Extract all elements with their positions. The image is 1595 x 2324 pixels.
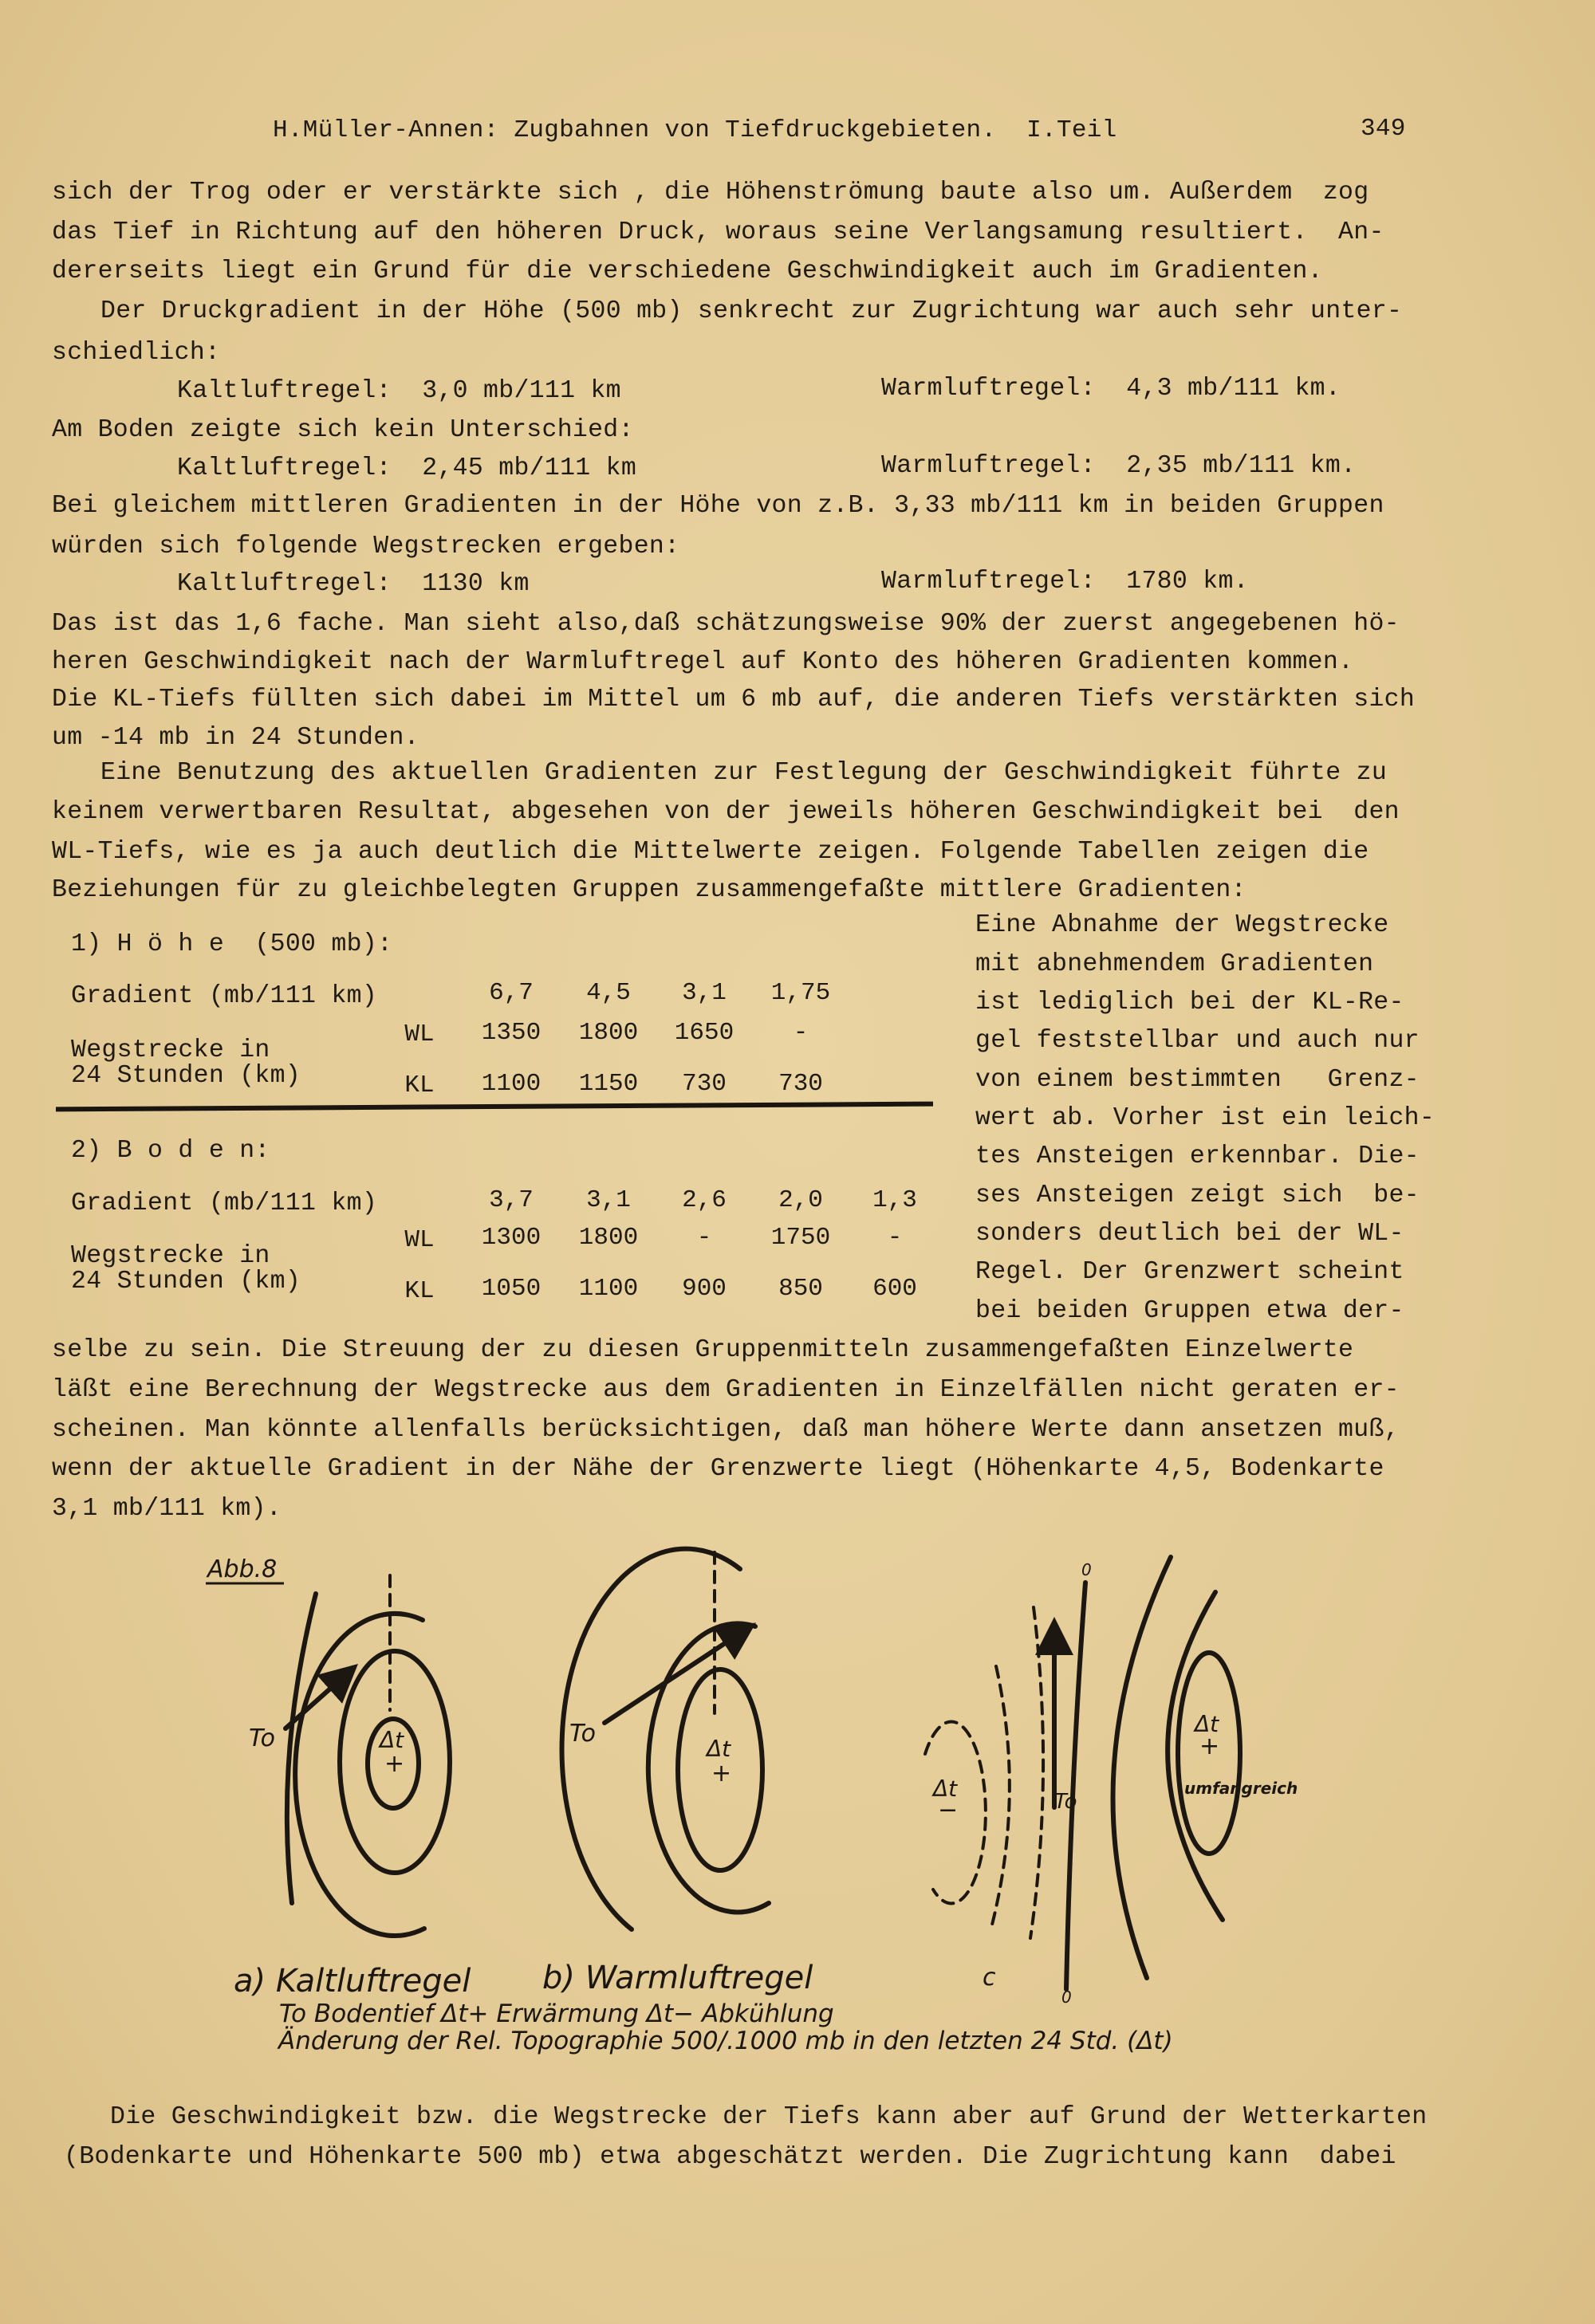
side-text-line: bei beiden Gruppen etwa der- xyxy=(975,1297,1404,1325)
svg-text:umfangreich: umfangreich xyxy=(1184,1779,1298,1798)
wl-value: 1800 xyxy=(578,1224,639,1252)
figure-label: Abb.8 xyxy=(207,1555,278,1583)
text-line: dererseits liegt ein Grund für die verschiedene Geschwindigkeit auch im Gradienten. xyxy=(52,258,1323,285)
side-text-line: tes Ansteigen erkennbar. Die- xyxy=(975,1142,1420,1170)
kl-value: 900 xyxy=(682,1275,727,1303)
gradient-value: 2,0 xyxy=(778,1186,823,1214)
warmluft-value: Warmluftregel: 4,3 mb/111 km. xyxy=(881,375,1341,403)
side-text-line: von einem bestimmten Grenz- xyxy=(975,1066,1420,1094)
text-line: Am Boden zeigte sich kein Unterschied: xyxy=(52,416,634,444)
side-text-line: gel feststellbar und auch nur xyxy=(975,1027,1420,1055)
gradient-value: 6,7 xyxy=(489,979,534,1007)
wl-value: 1800 xyxy=(578,1019,639,1047)
text-line: 3,1 mb/111 km). xyxy=(52,1495,282,1523)
kl-label: KL xyxy=(404,1277,435,1305)
text-line: Eine Benutzung des aktuellen Gradienten zur Festlegung der Geschwindigkeit führte zu xyxy=(100,759,1388,787)
svg-text:To: To xyxy=(569,1720,596,1748)
svg-text:Δt: Δt xyxy=(707,1736,731,1762)
text-line: scheinen. Man könnte allenfalls berücksichtigen, daß man höhere Werte dann ansetzen muß, xyxy=(52,1416,1400,1444)
side-text-line: ist lediglich bei der KL-Re- xyxy=(975,989,1404,1017)
kl-value: 600 xyxy=(872,1275,917,1303)
text-line: wenn der aktuelle Gradient in der Nähe der Grenzwerte liegt (Höhenkarte 4,5, Bodenkarte xyxy=(52,1455,1384,1483)
kaltluft-value: Kaltluftregel: 3,0 mb/111 km xyxy=(177,377,621,405)
diagram-c xyxy=(925,1557,1298,2007)
text-line: Bei gleichem mittleren Gradienten in der Höhe von z.B. 3,33 mb/111 km in beiden Gruppen xyxy=(52,492,1384,520)
side-text-line: Regel. Der Grenzwert scheint xyxy=(975,1258,1404,1286)
warmluft-value: Warmluftregel: 1780 km. xyxy=(881,568,1249,596)
text-line: keinem verwertbaren Resultat, abgesehen von der jeweils höheren Geschwindigkeit bei den xyxy=(52,798,1400,826)
svg-text:−: − xyxy=(938,1796,959,1824)
text-line: selbe zu sein. Die Streuung der zu diesen Gruppenmitteln zusammengefaßten Einzelwerte xyxy=(52,1336,1354,1364)
svg-text:Δt: Δt xyxy=(1195,1711,1219,1737)
kl-value: 1150 xyxy=(578,1070,639,1098)
legend-line: To Bodentief Δt+ Erwärmung Δt− Abkühlung xyxy=(279,2000,834,2028)
gradient-value: 1,3 xyxy=(872,1186,917,1214)
svg-text:0: 0 xyxy=(1081,1560,1092,1579)
text-line: läßt eine Berechnung der Wegstrecke aus dem Gradienten in Einzelfällen nicht geraten er- xyxy=(52,1376,1400,1404)
text-line: um -14 mb in 24 Stunden. xyxy=(52,724,419,752)
svg-text:Δt: Δt xyxy=(380,1727,404,1753)
svg-text:+: + xyxy=(384,1750,405,1778)
distance-label: 24 Stunden (km) xyxy=(71,1268,301,1296)
diagram-a xyxy=(249,1575,450,1936)
side-text-line: wert ab. Vorher ist ein leich- xyxy=(975,1104,1436,1132)
gradient-value: 1,75 xyxy=(770,979,831,1007)
text-line: Die Geschwindigkeit bzw. die Wegstrecke der Tiefs kann aber auf Grund der Wetterkarten xyxy=(110,2103,1428,2131)
gradient-value: 3,1 xyxy=(586,1186,631,1214)
wl-value: 1350 xyxy=(481,1019,542,1047)
gradient-label: Gradient (mb/111 km) xyxy=(71,1190,378,1217)
svg-text:0: 0 xyxy=(1061,1988,1072,2007)
distance-label: 24 Stunden (km) xyxy=(71,1062,301,1090)
text-line: (Bodenkarte und Höhenkarte 500 mb) etwa abgeschätzt werden. Die Zugrichtung kann dabei xyxy=(64,2143,1396,2171)
diagram-b xyxy=(562,1549,769,1929)
kl-value: 730 xyxy=(682,1070,727,1098)
text-line: Der Druckgradient in der Höhe (500 mb) senkrecht zur Zugrichtung war auch sehr unter- xyxy=(100,297,1403,325)
svg-text:+: + xyxy=(711,1760,732,1787)
text-line: schiedlich: xyxy=(52,339,221,367)
text-line: sich der Trog oder er verstärkte sich , die Höhenströmung baute also um. Außerdem zog xyxy=(52,179,1369,206)
page-number: 349 xyxy=(1361,115,1406,143)
gradient-label: Gradient (mb/111 km) xyxy=(71,982,378,1010)
legend-line: Änderung der Rel. Topographie 500/.1000 mb in den letzten 24 Std. (Δt) xyxy=(278,2027,1173,2055)
running-header: H.Müller-Annen: Zugbahnen von Tiefdruckgebieten. I.Teil xyxy=(273,116,1117,144)
kl-value: 730 xyxy=(778,1070,823,1098)
table-title: 2) B o d e n: xyxy=(71,1137,270,1165)
kaltluft-value: Kaltluftregel: 1130 km xyxy=(177,570,530,598)
side-text-line: mit abnehmendem Gradienten xyxy=(975,950,1374,978)
wl-value: 1750 xyxy=(770,1224,831,1252)
kaltluft-value: Kaltluftregel: 2,45 mb/111 km xyxy=(177,454,637,482)
wl-label: WL xyxy=(404,1226,435,1254)
wl-value: 1650 xyxy=(674,1019,734,1047)
wl-value: - xyxy=(696,1224,712,1252)
wl-value: - xyxy=(887,1224,903,1252)
svg-text:+: + xyxy=(1199,1732,1220,1760)
svg-text:Δt: Δt xyxy=(933,1775,958,1802)
caption-c: c xyxy=(983,1964,996,1992)
kl-value: 850 xyxy=(778,1275,823,1303)
text-line: das Tief in Richtung auf den höheren Druck, woraus seine Verlangsamung resultiert. An- xyxy=(52,218,1384,246)
distance-label: Wegstrecke in xyxy=(71,1242,270,1270)
gradient-value: 4,5 xyxy=(586,979,631,1007)
distance-label: Wegstrecke in xyxy=(71,1036,270,1064)
gradient-value: 2,6 xyxy=(682,1186,727,1214)
text-line: heren Geschwindigkeit nach der Warmluftregel auf Konto des höheren Gradienten kommen. xyxy=(52,648,1354,676)
wl-label: WL xyxy=(404,1020,435,1048)
table-title: 1) H ö h e (500 mb): xyxy=(71,930,393,958)
text-line: Beziehungen für zu gleichbelegten Gruppen zusammengefaßte mittlere Gradienten: xyxy=(52,876,1246,904)
kl-value: 1050 xyxy=(481,1275,542,1303)
kl-value: 1100 xyxy=(578,1275,639,1303)
kl-label: KL xyxy=(404,1072,435,1099)
kl-value: 1100 xyxy=(481,1070,542,1098)
svg-text:To: To xyxy=(1054,1790,1077,1814)
side-text-line: ses Ansteigen zeigt sich be- xyxy=(975,1182,1420,1209)
caption-a: a) Kaltluftregel xyxy=(234,1963,471,2000)
text-line: WL-Tiefs, wie es ja auch deutlich die Mittelwerte zeigen. Folgende Tabellen zeigen die xyxy=(52,838,1369,866)
side-text-line: Eine Abnahme der Wegstrecke xyxy=(975,911,1389,939)
warmluft-value: Warmluftregel: 2,35 mb/111 km. xyxy=(881,452,1357,480)
side-text-line: sonders deutlich bei der WL- xyxy=(975,1220,1404,1248)
text-line: Die KL-Tiefs füllten sich dabei im Mittel um 6 mb auf, die anderen Tiefs verstärkten sich xyxy=(52,686,1416,714)
text-line: Das ist das 1,6 fache. Man sieht also,daß schätzungsweise 90% der zuerst angegebenen hö- xyxy=(52,610,1400,638)
svg-text:To: To xyxy=(249,1724,275,1752)
wl-value: 1300 xyxy=(481,1224,542,1252)
gradient-value: 3,1 xyxy=(682,979,727,1007)
text-line: würden sich folgende Wegstrecken ergeben: xyxy=(52,533,680,560)
wl-value: - xyxy=(793,1019,809,1047)
caption-b: b) Warmluftregel xyxy=(542,1960,813,1996)
gradient-value: 3,7 xyxy=(489,1186,534,1214)
